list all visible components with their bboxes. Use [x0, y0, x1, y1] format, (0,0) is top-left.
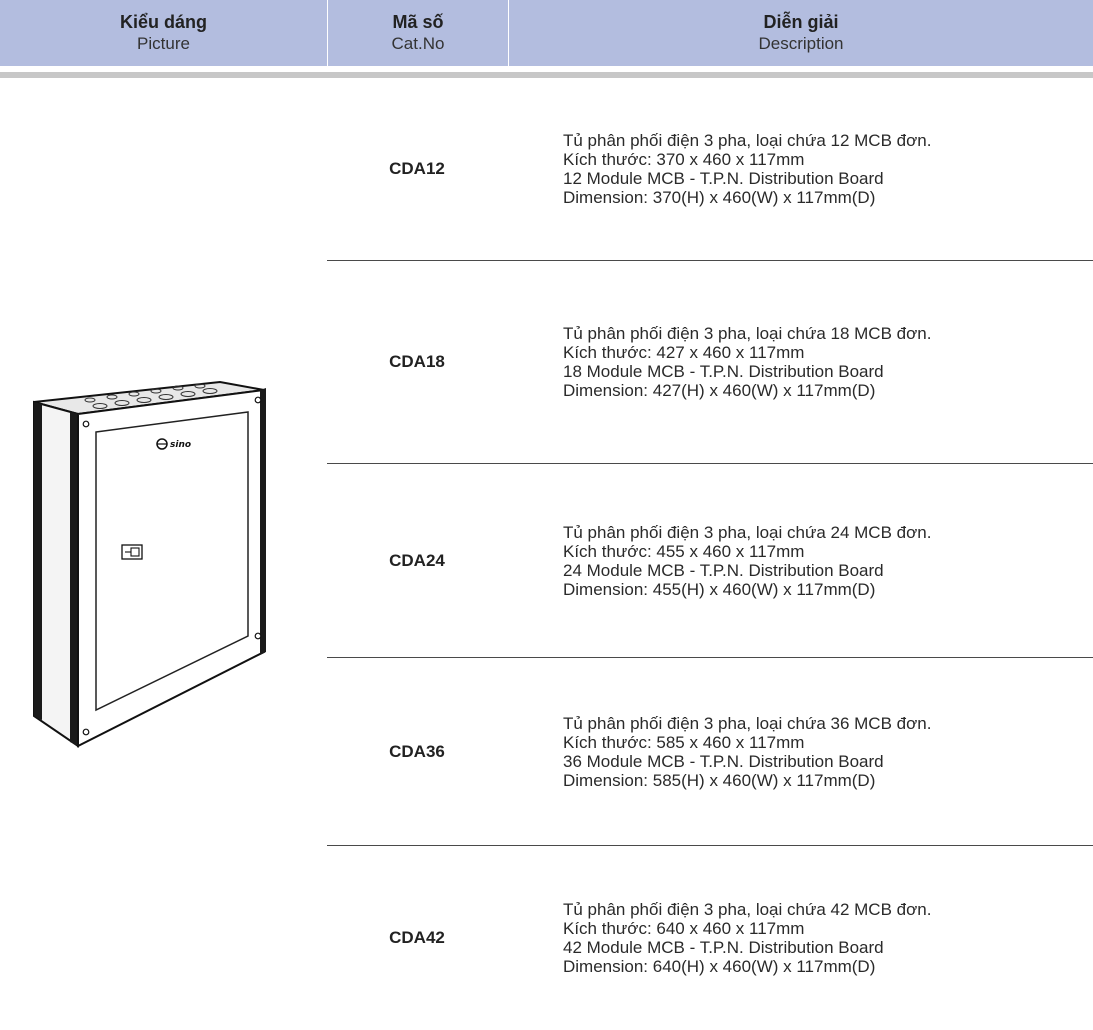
header-picture-vi: Kiểu dáng — [119, 12, 207, 32]
desc-size-en: Dimension: 640(H) x 460(W) x 117mm(D) — [563, 957, 876, 976]
table-row — [327, 464, 1093, 657]
table-row — [327, 78, 1093, 260]
description — [563, 464, 1083, 657]
cat-no: CDA24 — [389, 550, 445, 570]
header-cat-no — [328, 0, 508, 66]
desc-line-vi: Tủ phân phối điện 3 pha, loại chứa 36 MCB đơn. — [563, 713, 932, 733]
table-row — [327, 658, 1093, 845]
table-row — [327, 846, 1093, 1030]
header-picture-en: Picture — [137, 34, 190, 53]
desc-line-en: 36 Module MCB - T.P.N. Distribution Board — [563, 751, 884, 771]
desc-size-vi: Kích thước: 640 x 460 x 117mm — [563, 919, 805, 938]
desc-size-vi: Kích thước: 585 x 460 x 117mm — [563, 732, 805, 752]
desc-line-en: 18 Module MCB - T.P.N. Distribution Board — [563, 362, 884, 381]
cat-no: CDA36 — [389, 741, 445, 761]
brand-logo-text: sino — [170, 440, 192, 450]
desc-line-en: 42 Module MCB - T.P.N. Distribution Board — [563, 938, 884, 957]
header-cat-vi: Mã số — [392, 12, 444, 32]
table-header — [0, 0, 1093, 66]
table-row — [327, 261, 1093, 463]
header-cat-en: Cat.No — [391, 34, 445, 53]
description — [563, 78, 1083, 260]
desc-line-vi: Tủ phân phối điện 3 pha, loại chứa 12 MCB đơn. — [563, 131, 932, 150]
desc-size-en: Dimension: 370(H) x 460(W) x 117mm(D) — [563, 188, 876, 207]
desc-line-vi: Tủ phân phối điện 3 pha, loại chứa 42 MCB đơn. — [563, 900, 932, 919]
desc-line-vi: Tủ phân phối điện 3 pha, loại chứa 24 MCB đơn. — [563, 522, 932, 542]
desc-line-vi: Tủ phân phối điện 3 pha, loại chứa 18 MCB đơn. — [563, 324, 932, 343]
desc-size-vi: Kích thước: 370 x 460 x 117mm — [563, 150, 805, 169]
distribution-board-picture — [30, 380, 275, 750]
desc-line-en: 12 Module MCB - T.P.N. Distribution Board — [563, 169, 884, 188]
header-desc-vi: Diễn giải — [763, 12, 839, 32]
cat-no: CDA12 — [389, 159, 445, 178]
header-desc-en: Description — [758, 34, 844, 53]
description — [563, 261, 1083, 463]
desc-line-en: 24 Module MCB - T.P.N. Distribution Board — [563, 560, 884, 580]
desc-size-en: Dimension: 585(H) x 460(W) x 117mm(D) — [563, 770, 876, 790]
door-latch-icon — [122, 545, 142, 559]
cat-no: CDA18 — [389, 352, 445, 371]
description — [563, 846, 1083, 1030]
cat-no: CDA42 — [389, 928, 445, 947]
description — [563, 658, 1083, 845]
desc-size-vi: Kích thước: 427 x 460 x 117mm — [563, 343, 805, 362]
header-picture — [0, 0, 327, 66]
desc-size-en: Dimension: 455(H) x 460(W) x 117mm(D) — [563, 579, 876, 599]
header-description — [509, 0, 1093, 66]
desc-size-en: Dimension: 427(H) x 460(W) x 117mm(D) — [563, 381, 876, 400]
desc-size-vi: Kích thước: 455 x 460 x 117mm — [563, 541, 805, 561]
